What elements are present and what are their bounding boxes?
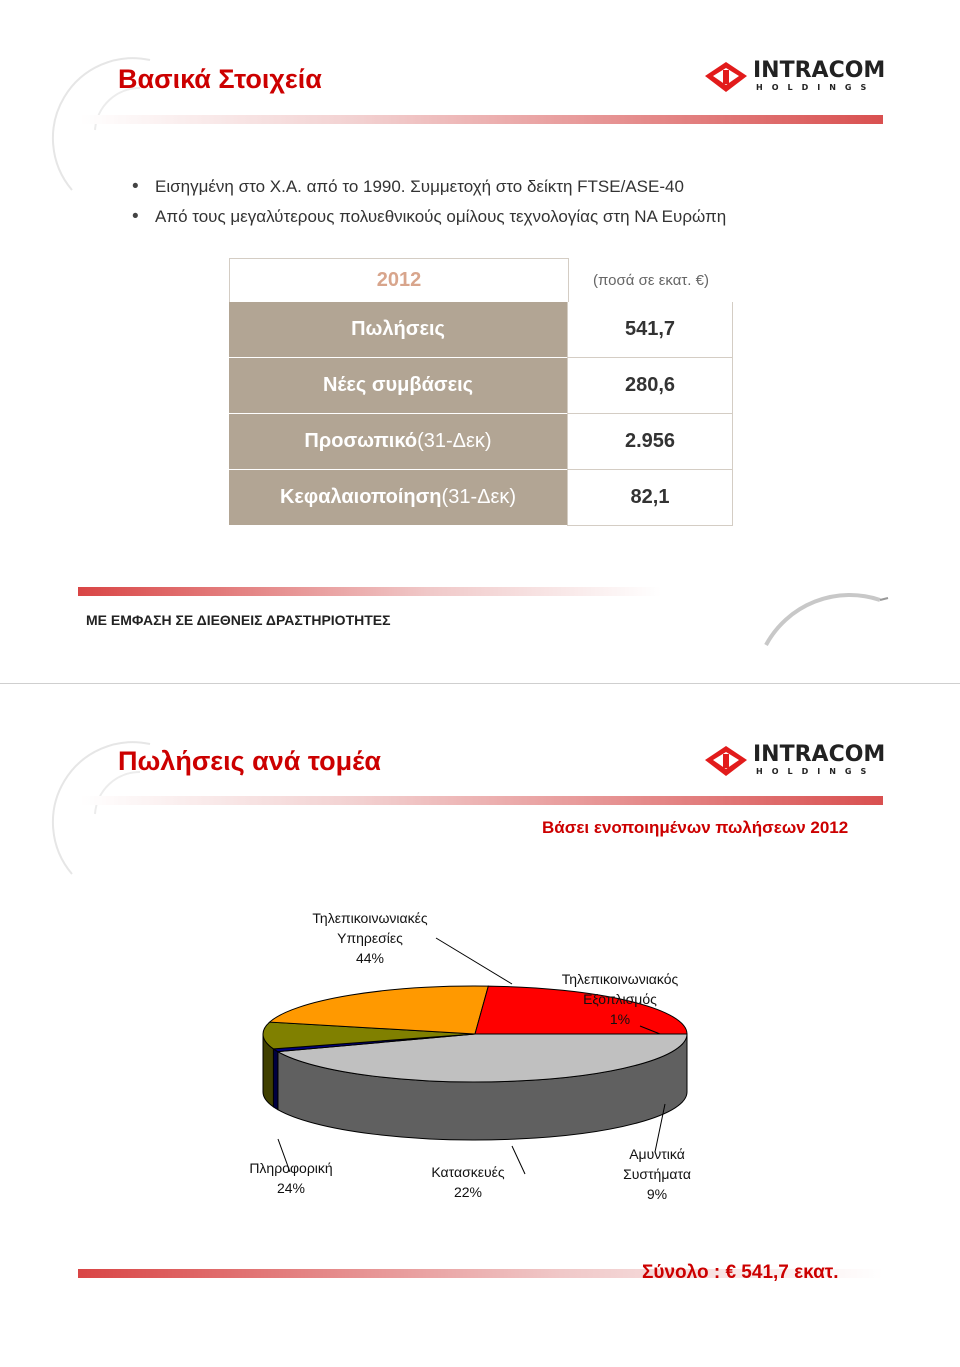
pie-label: Κατασκευές 22%	[431, 1164, 505, 1200]
kpi-row	[229, 302, 733, 358]
pie-label: Τηλεπικοινωνιακός Εξοπλισμός 1%	[561, 971, 679, 1027]
kpi-value: 2.956	[567, 414, 733, 470]
footer-gradient-bar	[78, 587, 661, 596]
sales-total: Σύνολο : € 541,7 εκατ.	[642, 1262, 839, 1283]
kpi-value: 82,1	[567, 470, 733, 526]
kpi-label: Πωλήσεις	[229, 302, 567, 358]
kpi-value: 280,6	[567, 358, 733, 414]
bullet-item: • Εισηγμένη στο Χ.Α. από το 1990. Συμμετοχή στο δείκτη FTSE/ASE-40	[132, 172, 726, 202]
kpi-label: Κεφαλαιοποίηση (31-Δεκ)	[229, 470, 567, 526]
kpi-row	[229, 470, 733, 526]
logo-wordmark: INTRACOM	[753, 58, 886, 83]
kpi-unit-note: (ποσά σε εκατ. €)	[593, 271, 709, 289]
header-gradient-bar	[80, 115, 883, 124]
page-title: Βασικά Στοιχεία	[118, 64, 322, 94]
pie-slice-side	[273, 1049, 278, 1110]
kpi-label: Προσωπικό (31-Δεκ)	[229, 414, 567, 470]
pie-label: Αμυντικά Συστήματα 9%	[623, 1146, 691, 1202]
logo-subtext: HOLDINGS	[756, 83, 876, 92]
intracom-logo-icon	[703, 60, 749, 96]
pie-label: Πληροφορική 24%	[249, 1160, 333, 1196]
kpi-row	[229, 358, 733, 414]
emphasis-caption: ΜΕ ΕΜΦΑΣΗ ΣΕ ΔΙΕΘΝΕΙΣ ΔΡΑΣΤΗΡΙΟΤΗΤΕΣ	[86, 612, 391, 628]
slide-sales-by-sector	[0, 684, 960, 1367]
logo-subtext: HOLDINGS	[756, 767, 876, 776]
bullet-list	[132, 172, 726, 232]
kpi-row	[229, 414, 733, 470]
bullet-item: • Από τους μεγαλύτερους πολυεθνικούς ομίλους τεχνολογίας στη ΝΑ Ευρώπη	[132, 202, 726, 232]
logo-wordmark: INTRACOM	[753, 742, 886, 767]
kpi-header-row	[229, 258, 733, 302]
intracom-logo	[703, 58, 886, 104]
chart-subtitle: Βάσει ενοποιημένων πωλήσεων 2012	[542, 818, 849, 837]
kpi-value: 541,7	[567, 302, 733, 358]
decorative-swoosh	[760, 590, 920, 680]
kpi-table	[229, 258, 733, 526]
kpi-label: Νέες συμβάσεις	[229, 358, 567, 414]
kpi-year: 2012	[229, 258, 569, 302]
page-title: Πωλήσεις ανά τομέα	[118, 746, 381, 776]
pie-label: Τηλεπικοινωνιακές Υπηρεσίες 44%	[312, 910, 428, 966]
slide-basic-facts	[0, 0, 960, 683]
